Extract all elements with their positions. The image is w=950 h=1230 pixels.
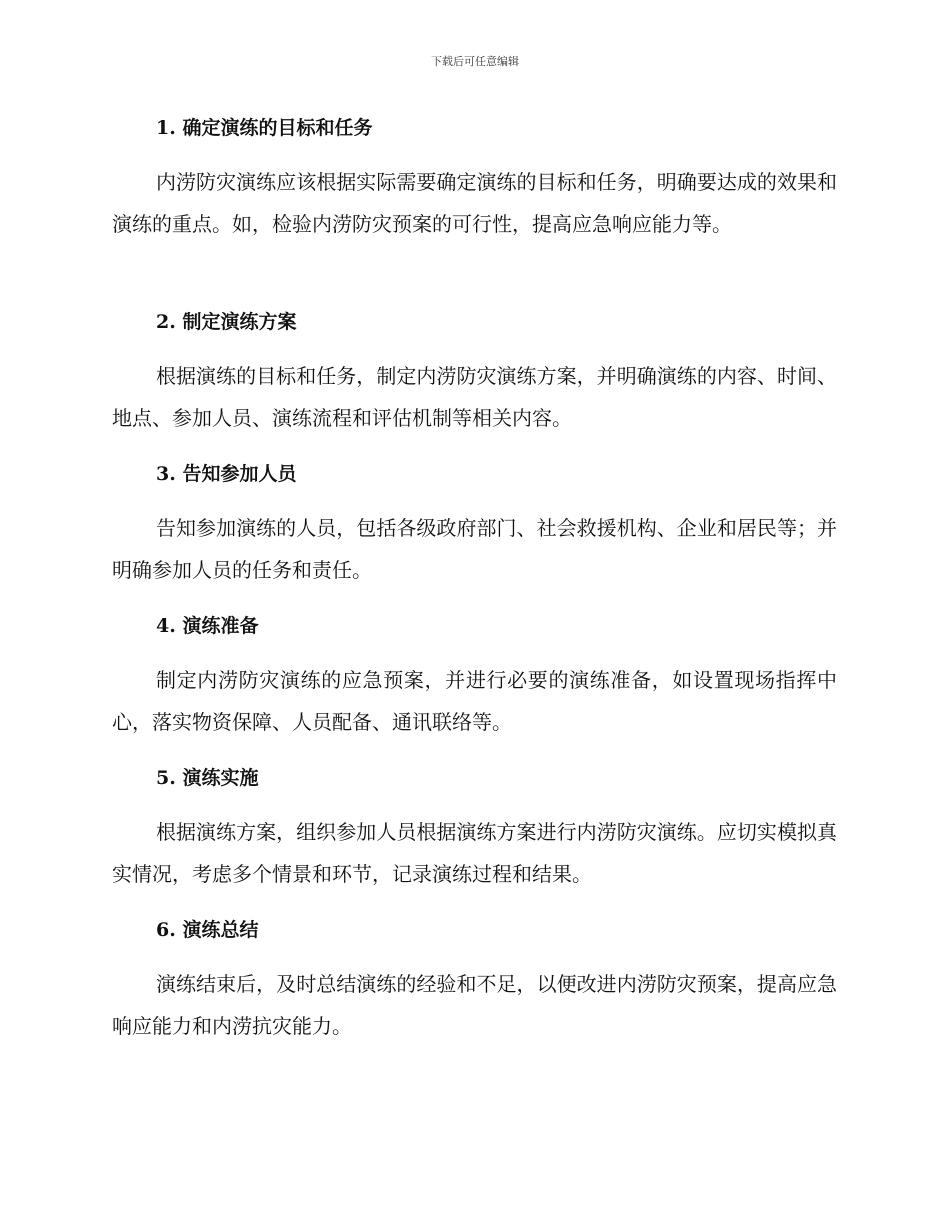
- section-body-6: 演练结束后，及时总结演练的经验和不足，以便改进内涝防灾预案，提高应急响应能力和内涝抗灾能力。: [112, 972, 837, 1038]
- section-heading-2: 2. 制定演练方案: [156, 311, 297, 333]
- section-body-2: 根据演练的目标和任务，制定内涝防灾演练方案，并明确演练的内容、时间、地点、参加人员、演练流程和评估机制等相关内容。: [112, 364, 837, 430]
- section-heading-3: 3. 告知参加人员: [156, 463, 297, 485]
- section-body-3: 告知参加演练的人员，包括各级政府部门、社会救援机构、企业和居民等；并明确参加人员的任务和责任。: [112, 516, 837, 582]
- section-heading-5: 5. 演练实施: [156, 767, 259, 789]
- section-heading-6: 6. 演练总结: [156, 919, 259, 941]
- page-header: 下载后可任意编辑: [431, 55, 519, 68]
- section-body-1: 内涝防灾演练应该根据实际需要确定演练的目标和任务，明确要达成的效果和演练的重点。如，检验内涝防灾预案的可行性，提高应急响应能力等。: [112, 170, 837, 236]
- section-heading-1: 1. 确定演练的目标和任务: [156, 117, 373, 139]
- section-body-4: 制定内涝防灾演练的应急预案，并进行必要的演练准备，如设置现场指挥中心，落实物资保障、人员配备、通讯联络等。: [112, 668, 837, 734]
- section-body-5: 根据演练方案，组织参加人员根据演练方案进行内涝防灾演练。应切实模拟真实情况，考虑多个情景和环节，记录演练过程和结果。: [112, 820, 837, 886]
- section-heading-4: 4. 演练准备: [156, 615, 259, 637]
